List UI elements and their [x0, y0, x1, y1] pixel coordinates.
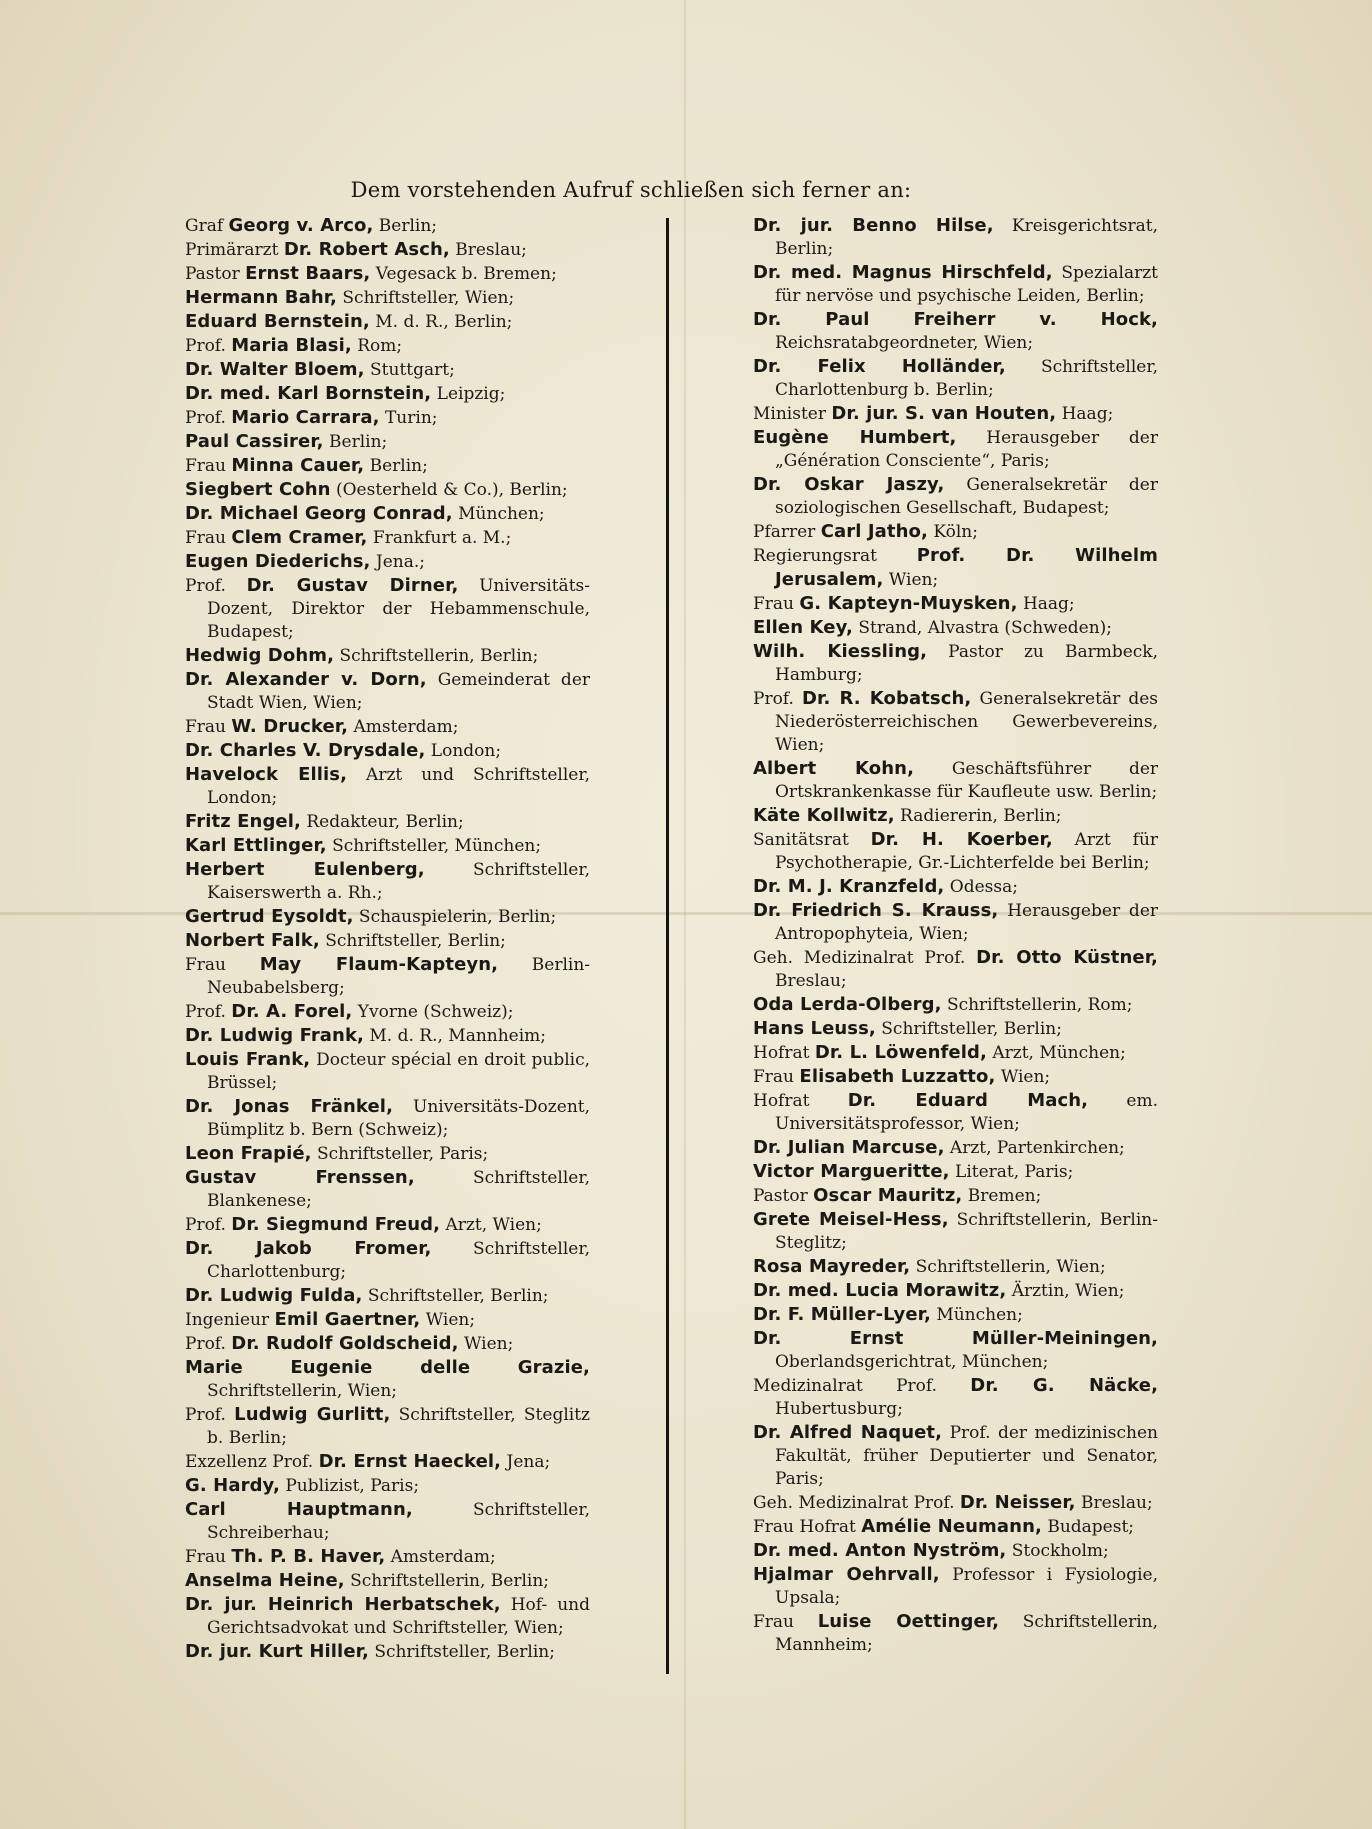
signatory-entry: [185, 430, 590, 454]
signatory-entry: [753, 544, 1158, 592]
signatory-details: em. Universitätsprofessor, Wien;: [775, 1091, 1158, 1134]
signatory-entry: [185, 238, 590, 262]
signatory-name: Dr. Otto Küstner,: [976, 947, 1158, 968]
signatory-details: Prof. der medizinischen Fakultät, früher Deputierter und Senator, Paris;: [775, 1423, 1159, 1489]
signatory-details: Schriftstellerin, Berlin;: [339, 646, 539, 666]
signatory-details: Schriftsteller, Charlottenburg b. Berlin;: [775, 357, 1159, 400]
signatory-details: Pastor zu Barmbeck, Hamburg;: [775, 642, 1158, 685]
signatory-name: Dr. Robert Asch,: [283, 239, 450, 260]
signatory-details: Amsterdam;: [390, 1547, 496, 1567]
signatory-name: Oda Lerda-Olberg,: [753, 994, 942, 1015]
signatory-title: Frau: [185, 528, 227, 548]
signatory-details: Hubertusburg;: [775, 1399, 903, 1419]
signatory-title: Geh. Medizinalrat Prof.: [753, 1493, 955, 1513]
signatory-title: Geh. Medizinalrat Prof.: [753, 948, 966, 968]
signatory-details: Stuttgart;: [370, 360, 455, 380]
left-column: [185, 214, 590, 1664]
signatory-details: Arzt und Schriftsteller, London;: [207, 765, 591, 808]
signatory-details: München;: [458, 504, 545, 524]
signatory-details: Reichsratabgeordneter, Wien;: [775, 333, 1034, 353]
signatory-name: Dr. jur. S. van Houten,: [831, 403, 1057, 424]
signatory-details: Arzt für Psychotherapie, Gr.-Lichterfelde bei Berlin;: [775, 830, 1159, 873]
signatory-entry: [753, 757, 1158, 804]
signatory-entry: [185, 1095, 590, 1142]
signatory-entry: [753, 355, 1158, 402]
signatory-title: Prof.: [185, 1002, 226, 1022]
signatory-details: Rom;: [357, 336, 403, 356]
signatory-details: Schriftstellerin, Berlin-Steglitz;: [775, 1210, 1158, 1253]
signatory-name: Eduard Bernstein,: [185, 311, 370, 332]
signatory-entry: [185, 1356, 590, 1403]
signatory-entry: [185, 1569, 590, 1593]
signatory-details: London;: [430, 741, 502, 761]
signatory-name: Carl Hauptmann,: [185, 1499, 413, 1520]
signatory-name: Clem Cramer,: [231, 527, 368, 548]
signatory-entry: [753, 1160, 1158, 1184]
signatory-details: Berlin;: [329, 432, 388, 452]
signatory-entry: [185, 929, 590, 953]
signatory-name: Grete Meisel-Hess,: [753, 1209, 949, 1230]
signatory-name: Dr. Felix Holländer,: [753, 356, 1006, 377]
signatory-name: Mario Carrara,: [231, 407, 380, 428]
signatory-details: Redakteur, Berlin;: [306, 812, 464, 832]
signatory-title: Graf: [185, 216, 224, 236]
signatory-name: Dr. Charles V. Drysdale,: [185, 740, 426, 761]
signatory-entry: [185, 1308, 590, 1332]
signatory-details: Arzt, Partenkirchen;: [949, 1138, 1125, 1158]
signatory-title: Sanitätsrat: [753, 830, 849, 850]
signatory-details: Schriftstellerin, Rom;: [946, 995, 1133, 1015]
signatory-entry: [185, 1450, 590, 1474]
signatory-entry: [753, 1303, 1158, 1327]
signatory-entry: [753, 1539, 1158, 1563]
signatory-name: Rosa Mayreder,: [753, 1256, 911, 1277]
signatory-details: Bremen;: [967, 1186, 1042, 1206]
signatory-title: Frau: [185, 1547, 227, 1567]
signatory-entry: [753, 1065, 1158, 1089]
signatory-name: Anselma Heine,: [185, 1570, 345, 1591]
signatory-title: Medizinalrat Prof.: [753, 1376, 937, 1396]
signatory-details: Vegesack b. Bremen;: [375, 264, 557, 284]
signatory-name: Carl Jatho,: [820, 521, 928, 542]
signatory-name: Georg v. Arco,: [228, 215, 374, 236]
signatory-name: Ellen Key,: [753, 617, 853, 638]
signatory-name: Elisabeth Luzzatto,: [799, 1066, 996, 1087]
signatory-entry: [753, 1208, 1158, 1255]
signatory-title: Frau: [185, 456, 227, 476]
signatory-name: Victor Margueritte,: [753, 1161, 950, 1182]
signatory-entry: [753, 473, 1158, 520]
signatory-name: Dr. med. Lucia Morawitz,: [753, 1280, 1007, 1301]
signatory-name: Dr. Jakob Fromer,: [185, 1238, 432, 1259]
signatory-details: Geschäftsführer der Ortskrankenkasse für Kaufleute usw. Berlin;: [775, 759, 1159, 802]
signatory-name: Siegbert Cohn: [185, 479, 331, 500]
signatory-details: Wien;: [425, 1310, 476, 1330]
signatory-name: Leon Frapié,: [185, 1143, 312, 1164]
signatory-entry: [753, 1563, 1158, 1610]
signatory-entry: [753, 616, 1158, 640]
signatory-details: Universitäts-Dozent, Bümplitz b. Bern (Schweiz);: [207, 1097, 590, 1140]
signatory-entry: [185, 406, 590, 430]
signatory-entry: [753, 804, 1158, 828]
signatory-entry: [185, 810, 590, 834]
signatory-name: Dr. Rudolf Goldscheid,: [231, 1333, 459, 1354]
signatory-details: Schriftstellerin, Wien;: [915, 1257, 1106, 1277]
signatory-details: Wien;: [1000, 1067, 1051, 1087]
signatory-entry: [185, 502, 590, 526]
signatory-entry: [185, 1213, 590, 1237]
signatory-name: Dr. jur. Benno Hilse,: [753, 215, 994, 236]
signatory-entry: [753, 1089, 1158, 1136]
signatory-details: Haag;: [1061, 404, 1114, 424]
signatory-entry: [753, 402, 1158, 426]
signatory-details: Schriftsteller, Berlin;: [374, 1642, 555, 1662]
signatory-details: Schriftstellerin, Wien;: [207, 1381, 398, 1401]
signatory-details: Budapest;: [1047, 1517, 1135, 1537]
signatory-entry: [185, 1000, 590, 1024]
signatory-entry: [185, 526, 590, 550]
signatory-details: Schriftsteller, Paris;: [317, 1144, 489, 1164]
signatory-entry: [753, 426, 1158, 473]
signatory-entry: [185, 953, 590, 1000]
signatory-entry: [753, 875, 1158, 899]
signatory-name: G. Kapteyn-Muysken,: [799, 593, 1018, 614]
signatory-name: Eugène Humbert,: [753, 427, 957, 448]
signatory-entry: [753, 308, 1158, 355]
signatory-details: Schriftsteller, München;: [332, 836, 542, 856]
signatory-details: Literat, Paris;: [955, 1162, 1074, 1182]
signatory-name: Wilh. Kiessling,: [753, 641, 928, 662]
signatory-title: Regierungsrat: [753, 546, 877, 566]
signatory-entry: [753, 1421, 1158, 1491]
signatory-details: Breslau;: [1081, 1493, 1153, 1513]
signatory-name: Fritz Engel,: [185, 811, 301, 832]
signatory-details: Schriftstellerin, Berlin;: [350, 1571, 550, 1591]
signatory-name: Minna Cauer,: [231, 455, 365, 476]
signatory-details: Professor i Fysiologie, Upsala;: [775, 1565, 1158, 1608]
signatory-entry: [753, 687, 1158, 757]
signatory-details: Berlin;: [378, 216, 438, 236]
signatory-title: Hofrat: [753, 1043, 810, 1063]
signatory-title: Prof.: [185, 1405, 226, 1425]
signatory-entry: [185, 668, 590, 715]
signatory-details: Hof- und Gerichtsadvokat und Schriftsteller, Wien;: [207, 1595, 590, 1638]
signatory-title: Pfarrer: [753, 522, 816, 542]
signatory-title: Frau: [753, 594, 795, 614]
signatory-details: Arzt, München;: [992, 1043, 1126, 1063]
signatory-entry: [753, 828, 1158, 875]
signatory-details: Kreisgerichtsrat, Berlin;: [775, 216, 1158, 259]
signatory-name: Albert Kohn,: [753, 758, 915, 779]
signatory-title: Hofrat: [753, 1091, 810, 1111]
signatory-details: Frankfurt a. M.;: [372, 528, 512, 548]
signatory-entry: [753, 520, 1158, 544]
signatory-details: Schriftsteller, Steglitz b. Berlin;: [207, 1405, 590, 1448]
signatory-details: Ärztin, Wien;: [1011, 1281, 1125, 1301]
signatory-name: Emil Gaertner,: [274, 1309, 421, 1330]
signatory-title: Frau: [185, 955, 227, 975]
signatory-entry: [185, 334, 590, 358]
signatory-name: Dr. jur. Heinrich Herbatschek,: [185, 1594, 501, 1615]
signatory-details: Herausgeber der Antropophyteia, Wien;: [775, 901, 1159, 944]
signatory-title: Pastor: [753, 1186, 808, 1206]
signatory-entry: [185, 1640, 590, 1664]
signatory-title: Prof.: [185, 1215, 226, 1235]
signatory-name: Dr. Alfred Naquet,: [753, 1422, 943, 1443]
signatory-name: Hedwig Dohm,: [185, 645, 335, 666]
signatory-name: Dr. Neisser,: [959, 1492, 1076, 1513]
signatory-entry: [185, 1237, 590, 1284]
signatory-details: Schriftsteller, Kaiserswerth a. Rh.;: [207, 860, 590, 903]
signatory-details: Gemeinderat der Stadt Wien, Wien;: [207, 670, 591, 713]
signatory-title: Frau: [753, 1612, 795, 1632]
signatory-entry: [185, 1498, 590, 1545]
signatory-details: Herausgeber der „Génération Consciente“, Paris;: [775, 428, 1158, 471]
signatory-details: Schauspielerin, Berlin;: [358, 907, 557, 927]
signatory-entry: [753, 899, 1158, 946]
signatory-entry: [753, 1515, 1158, 1539]
signatory-name: Dr. med. Magnus Hirschfeld,: [753, 262, 1053, 283]
signatory-entry: [753, 946, 1158, 993]
page-heading: Dem vorstehenden Aufruf schließen sich ferner an:: [350, 178, 912, 202]
signatory-name: Dr. Ernst Haeckel,: [318, 1451, 502, 1472]
signatory-details: Radiererin, Berlin;: [900, 806, 1062, 826]
signatory-title: Minister: [753, 404, 826, 424]
column-divider: [666, 218, 669, 1674]
signatory-entry: [185, 478, 590, 502]
signatory-name: Amélie Neumann,: [861, 1516, 1042, 1537]
signatory-name: Dr. Michael Georg Conrad,: [185, 503, 453, 524]
signatory-entry: [185, 1166, 590, 1213]
signatory-entry: [753, 214, 1158, 261]
signatory-entry: [753, 640, 1158, 687]
signatory-name: Dr. Ludwig Frank,: [185, 1025, 364, 1046]
signatory-entry: [753, 993, 1158, 1017]
signatory-entry: [753, 592, 1158, 616]
signatory-title: Frau Hofrat: [753, 1517, 856, 1537]
signatory-details: Haag;: [1022, 594, 1075, 614]
signatory-entry: [185, 1332, 590, 1356]
signatory-entry: [753, 1255, 1158, 1279]
signatory-entry: [753, 1041, 1158, 1065]
signatory-title: Prof.: [185, 1334, 226, 1354]
signatory-name: Dr. G. Näcke,: [970, 1375, 1159, 1396]
signatory-details: Generalsekretär des Niederösterreichischen Gewerbevereins, Wien;: [775, 689, 1158, 755]
signatory-title: Prof.: [753, 689, 794, 709]
signatory-entry: [753, 1017, 1158, 1041]
signatory-name: Gertrud Eysoldt,: [185, 906, 354, 927]
signatory-details: Publizist, Paris;: [285, 1476, 420, 1496]
signatory-name: Dr. Gustav Dirner,: [246, 575, 459, 596]
signatory-details: Wien;: [888, 570, 939, 590]
signatory-entry: [185, 286, 590, 310]
signatory-name: May Flaum-Kapteyn,: [259, 954, 499, 975]
signatory-name: Louis Frank,: [185, 1049, 311, 1070]
signatory-name: Eugen Diederichs,: [185, 551, 371, 572]
signatory-name: Dr. Oskar Jaszy,: [753, 474, 945, 495]
signatory-details: Schriftsteller, Charlottenburg;: [207, 1239, 590, 1282]
signatory-name: Dr. Ludwig Fulda,: [185, 1285, 363, 1306]
signatory-entry: [185, 1284, 590, 1308]
signatory-entry: [185, 1474, 590, 1498]
signatory-name: Dr. Eduard Mach,: [847, 1090, 1089, 1111]
signatory-title: Exzellenz Prof.: [185, 1452, 314, 1472]
signatory-entry: [185, 310, 590, 334]
signatory-details: Schriftsteller, Schreiberhau;: [207, 1500, 590, 1543]
signatory-name: Oscar Mauritz,: [813, 1185, 963, 1206]
signatory-entry: [185, 262, 590, 286]
signatory-title: Ingenieur: [185, 1310, 270, 1330]
signatory-details: Turin;: [384, 408, 438, 428]
signatory-name: Karl Ettlinger,: [185, 835, 327, 856]
signatory-details: Amsterdam;: [353, 717, 459, 737]
signatory-entry: [185, 454, 590, 478]
signatory-name: Dr. Jonas Fränkel,: [185, 1096, 394, 1117]
signatory-name: Dr. M. J. Kranzfeld,: [753, 876, 945, 897]
signatory-name: Dr. L. Löwenfeld,: [814, 1042, 987, 1063]
signatory-name: Dr. H. Koerber,: [870, 829, 1053, 850]
signatory-title: Primärarzt: [185, 240, 279, 260]
signatory-name: Dr. Siegmund Freud,: [231, 1214, 441, 1235]
signatory-details: Wien;: [463, 1334, 514, 1354]
signatory-details: Breslau;: [455, 240, 527, 260]
signatory-name: Dr. jur. Kurt Hiller,: [185, 1641, 369, 1662]
signatory-name: Dr. med. Anton Nyström,: [753, 1540, 1007, 1561]
signatory-entry: [185, 858, 590, 905]
signatory-entry: [185, 382, 590, 406]
signatory-entry: [185, 763, 590, 810]
signatory-name: Hans Leuss,: [753, 1018, 876, 1039]
signatory-name: Hjalmar Oehrvall,: [753, 1564, 940, 1585]
signatory-entry: [185, 1024, 590, 1048]
signatory-details: Berlin-Neubabelsberg;: [207, 955, 591, 998]
signatory-details: Stockholm;: [1011, 1541, 1109, 1561]
signatory-name: Dr. Ernst Müller-Meiningen,: [753, 1328, 1158, 1349]
signatory-entry: [185, 1593, 590, 1640]
signatory-details: Breslau;: [775, 971, 847, 991]
signatory-name: Dr. A. Forel,: [231, 1001, 353, 1022]
signatory-entry: [185, 644, 590, 668]
signatory-entry: [185, 905, 590, 929]
signatory-name: W. Drucker,: [231, 716, 349, 737]
signatory-name: Dr. Walter Bloem,: [185, 359, 365, 380]
signatory-details: München;: [936, 1305, 1023, 1325]
signatory-details: Yvorne (Schweiz);: [357, 1002, 514, 1022]
signatory-details: Schriftsteller, Berlin;: [325, 931, 506, 951]
signatory-title: Pastor: [185, 264, 240, 284]
signatory-name: Dr. Paul Freiherr v. Hock,: [753, 309, 1158, 330]
signatory-entry: [185, 739, 590, 763]
signatory-entry: [185, 574, 590, 644]
signatory-entry: [753, 1279, 1158, 1303]
signatory-details: Strand, Alvastra (Schweden);: [858, 618, 1113, 638]
signatory-entry: [185, 1142, 590, 1166]
signatory-details: Schriftsteller, Blankenese;: [207, 1168, 590, 1211]
signatory-details: Berlin;: [369, 456, 428, 476]
right-column: [753, 214, 1158, 1657]
signatory-details: (Oesterheld & Co.), Berlin;: [335, 480, 568, 500]
signatory-name: Marie Eugenie delle Grazie,: [185, 1357, 590, 1378]
signatory-entry: [185, 214, 590, 238]
signatory-name: Herbert Eulenberg,: [185, 859, 425, 880]
signatory-details: Schriftsteller, Berlin;: [367, 1286, 549, 1306]
signatory-title: Prof.: [185, 576, 226, 596]
signatory-name: Maria Blasi,: [231, 335, 352, 356]
signatory-name: Dr. R. Kobatsch,: [802, 688, 972, 709]
signatory-entry: [185, 1403, 590, 1450]
signatory-title: Frau: [753, 1067, 795, 1087]
signatory-entry: [753, 1184, 1158, 1208]
signatory-name: Käte Kollwitz,: [753, 805, 895, 826]
signatory-details: M. d. R., Mannheim;: [369, 1026, 547, 1046]
signatory-name: Gustav Frenssen,: [185, 1167, 415, 1188]
signatory-entry: [185, 1048, 590, 1095]
signatory-name: Hermann Bahr,: [185, 287, 337, 308]
signatory-entry: [753, 261, 1158, 308]
signatory-details: Jena;: [506, 1452, 551, 1472]
signatory-name: Ernst Baars,: [245, 263, 371, 284]
signatory-details: Schriftstellerin, Mannheim;: [775, 1612, 1159, 1655]
signatory-title: Prof.: [185, 336, 226, 356]
signatory-details: Schriftsteller, Wien;: [342, 288, 515, 308]
signatory-name: Prof. Dr. Wilhelm Jerusalem,: [775, 545, 1158, 590]
signatory-details: Arzt, Wien;: [445, 1215, 542, 1235]
signatory-entry: [185, 550, 590, 574]
signatory-name: Dr. Julian Marcuse,: [753, 1137, 945, 1158]
signatory-entry: [185, 1545, 590, 1569]
signatory-details: M. d. R., Berlin;: [375, 312, 513, 332]
signatory-details: Oberlandsgerichtrat, München;: [775, 1352, 1049, 1372]
signatory-name: Dr. med. Karl Bornstein,: [185, 383, 432, 404]
signatory-name: Dr. Alexander v. Dorn,: [185, 669, 427, 690]
signatory-name: Luise Oettinger,: [817, 1611, 1000, 1632]
signatory-details: Leipzig;: [436, 384, 506, 404]
signatory-entry: [753, 1610, 1158, 1657]
signatory-entry: [753, 1491, 1158, 1515]
signatory-title: Frau: [185, 717, 227, 737]
signatory-details: Schriftsteller, Berlin;: [881, 1019, 1062, 1039]
signatory-name: G. Hardy,: [185, 1475, 280, 1496]
signatory-name: Th. P. B. Haver,: [231, 1546, 386, 1567]
signatory-name: Ludwig Gurlitt,: [234, 1404, 391, 1425]
signatory-name: Havelock Ellis,: [185, 764, 348, 785]
signatory-name: Paul Cassirer,: [185, 431, 324, 452]
signatory-details: Docteur spécial en droit public, Brüssel;: [207, 1050, 591, 1093]
signatory-details: Odessa;: [949, 877, 1018, 897]
signatory-entry: [185, 834, 590, 858]
signatory-details: Jena.;: [375, 552, 425, 572]
signatory-name: Dr. F. Müller-Lyer,: [753, 1304, 931, 1325]
signatory-name: Dr. Friedrich S. Krauss,: [753, 900, 999, 921]
signatory-entry: [185, 358, 590, 382]
signatory-entry: [753, 1374, 1158, 1421]
signatory-details: Universitäts-Dozent, Direktor der Hebammenschule, Budapest;: [207, 576, 590, 642]
signatory-entry: [185, 715, 590, 739]
signatory-details: Spezialarzt für nervöse und psychische Leiden, Berlin;: [775, 263, 1158, 306]
signatory-name: Norbert Falk,: [185, 930, 320, 951]
signatory-title: Prof.: [185, 408, 226, 428]
signatory-details: Generalsekretär der soziologischen Gesellschaft, Budapest;: [775, 475, 1158, 518]
signatory-entry: [753, 1327, 1158, 1374]
signatory-entry: [753, 1136, 1158, 1160]
signatory-details: Köln;: [933, 522, 978, 542]
